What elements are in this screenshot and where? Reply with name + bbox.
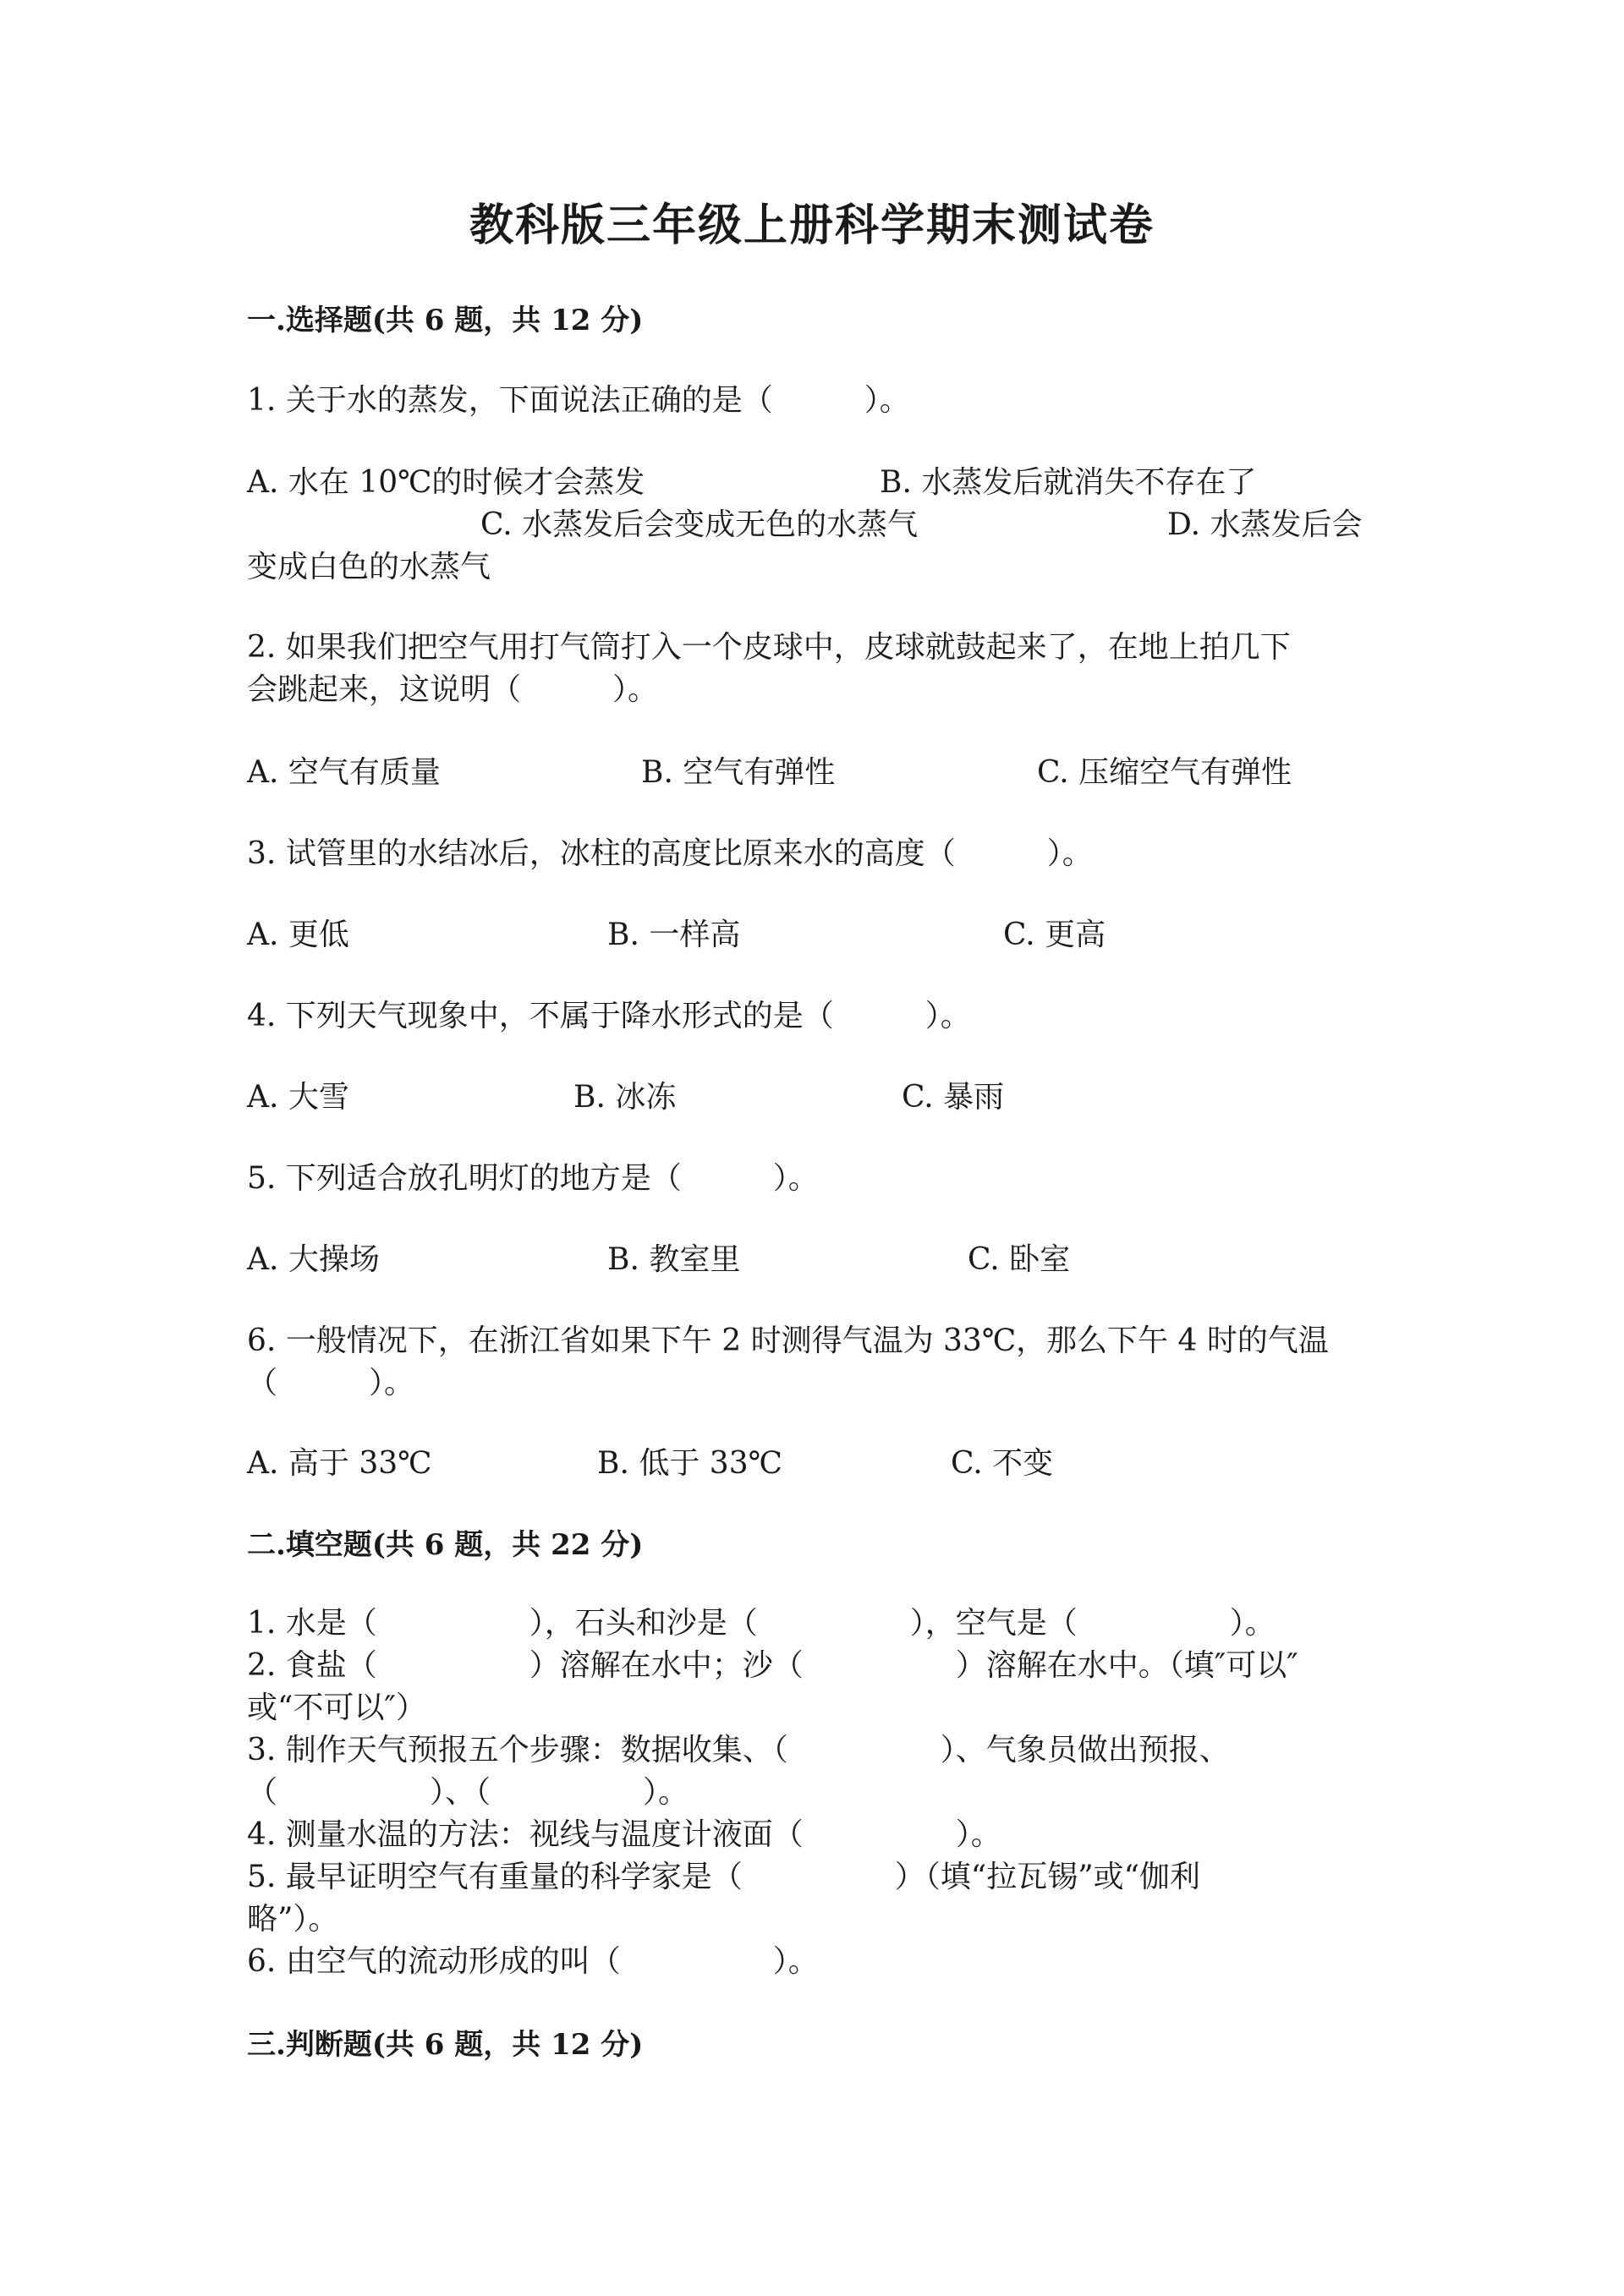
question-2-option-c: C. 压缩空气有弹性 bbox=[1037, 755, 1292, 790]
question-6-option-a: A. 高于 33℃ bbox=[247, 1446, 432, 1481]
question-2-stem-line-1: 2. 如果我们把空气用打气筒打入一个皮球中，皮球就鼓起来了，在地上拍几下 bbox=[247, 630, 1291, 665]
question-1-option-c: C. 水蒸发后会变成无色的水蒸气 bbox=[480, 507, 919, 542]
question-4-option-a: A. 大雪 bbox=[247, 1080, 349, 1115]
question-2-option-b: B. 空气有弹性 bbox=[641, 755, 836, 790]
question-6-stem-line-1: 6. 一般情况下，在浙江省如果下午 2 时测得气温为 33℃，那么下午 4 时的气温 bbox=[247, 1323, 1329, 1358]
fill-question-1: 1. 水是（ ），石头和沙是（ ），空气是（ ）。 bbox=[247, 1606, 1276, 1641]
question-1-stem: 1. 关于水的蒸发，下面说法正确的是（ ）。 bbox=[247, 383, 910, 418]
fill-question-2-line-2: 或“不可以″） bbox=[247, 1690, 426, 1725]
fill-question-2-line-1: 2. 食盐（ ）溶解在水中；沙（ ）溶解在水中。（填″可以″ bbox=[247, 1648, 1298, 1683]
question-1-option-d: D. 水蒸发后会 bbox=[1167, 507, 1363, 542]
question-5-option-c: C. 卧室 bbox=[968, 1242, 1071, 1277]
section-heading-fill: 二.填空题(共 6 题，共 22 分) bbox=[247, 1528, 644, 1562]
question-2-stem-line-2: 会跳起来，这说明（ ）。 bbox=[247, 672, 659, 707]
question-4-stem: 4. 下列天气现象中，不属于降水形式的是（ ）。 bbox=[247, 999, 971, 1033]
question-4-option-b: B. 冰冻 bbox=[573, 1080, 677, 1115]
fill-question-3-line-2: （ ）、（ ）。 bbox=[247, 1775, 689, 1810]
fill-question-4: 4. 测量水温的方法：视线与温度计液面（ ）。 bbox=[247, 1817, 1001, 1852]
section-heading-choice: 一.选择题(共 6 题，共 12 分) bbox=[247, 304, 644, 337]
question-1-option-b: B. 水蒸发后就消失不存在了 bbox=[880, 465, 1257, 500]
question-6-option-b: B. 低于 33℃ bbox=[597, 1446, 782, 1481]
fill-question-3-line-1: 3. 制作天气预报五个步骤：数据收集、（ ）、气象员做出预报、 bbox=[247, 1733, 1230, 1767]
page-title: 教科版三年级上册科学期末测试卷 bbox=[469, 200, 1155, 251]
question-3-option-c: C. 更高 bbox=[1003, 918, 1106, 952]
question-5-option-a: A. 大操场 bbox=[247, 1242, 380, 1277]
question-3-option-b: B. 一样高 bbox=[607, 918, 741, 952]
question-6-option-c: C. 不变 bbox=[951, 1446, 1054, 1481]
question-2-option-a: A. 空气有质量 bbox=[247, 755, 441, 790]
question-5-stem: 5. 下列适合放孔明灯的地方是（ ）。 bbox=[247, 1161, 819, 1196]
question-3-stem: 3. 试管里的水结冰后，冰柱的高度比原来水的高度（ ）。 bbox=[247, 836, 1093, 871]
question-1-option-a: A. 水在 10℃的时候才会蒸发 bbox=[247, 465, 645, 500]
question-3-option-a: A. 更低 bbox=[247, 918, 349, 952]
question-6-stem-line-2: （ ）。 bbox=[247, 1366, 415, 1400]
fill-question-6: 6. 由空气的流动形成的叫（ ）。 bbox=[247, 1944, 819, 1979]
question-1-option-d-continued: 变成白色的水蒸气 bbox=[247, 550, 491, 584]
question-5-option-b: B. 教室里 bbox=[607, 1242, 741, 1277]
section-heading-judge: 三.判断题(共 6 题，共 12 分) bbox=[247, 2028, 644, 2062]
fill-question-5-line-1: 5. 最早证明空气有重量的科学家是（ ）（填“拉瓦锡”或“伽利 bbox=[247, 1860, 1201, 1894]
fill-question-5-line-2: 略”）。 bbox=[247, 1902, 339, 1937]
question-4-option-c: C. 暴雨 bbox=[902, 1080, 1005, 1115]
